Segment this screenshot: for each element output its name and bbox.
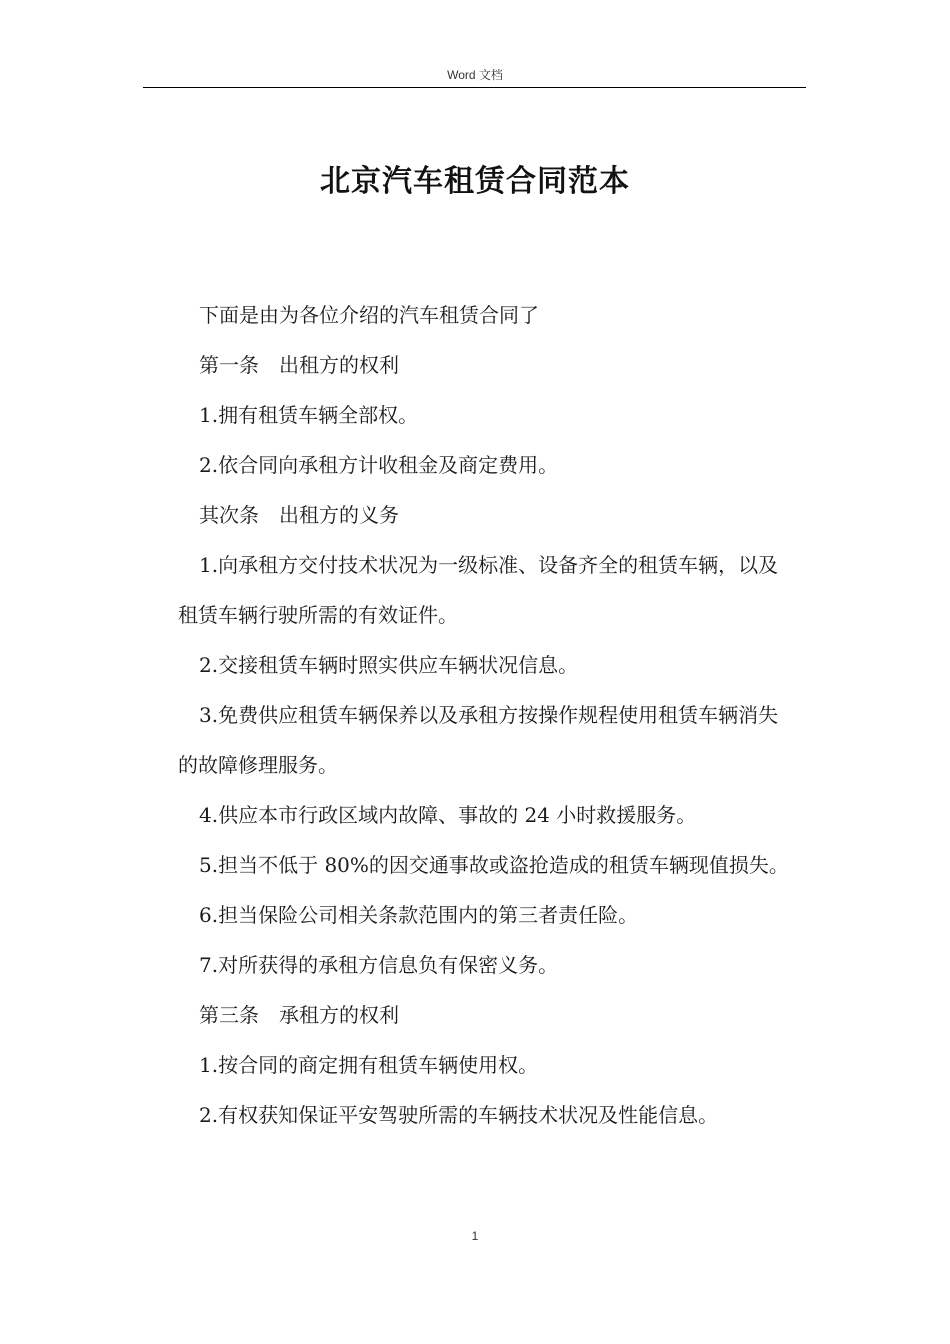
header-divider [143, 87, 806, 88]
article-1-item-2: 2.依合同向承租方计收租金及商定费用。 [199, 453, 559, 477]
article-3-item-2: 2.有权获知保证平安驾驶所需的车辆技术状况及性能信息。 [199, 1103, 719, 1127]
page-number: 1 [471, 1229, 479, 1243]
intro-paragraph: 下面是由为各位介绍的汽车租赁合同了 [199, 303, 539, 327]
article-2-item-5: 5.担当不低于 80%的因交通事故或盗抢造成的租赁车辆现值损失。 [199, 853, 789, 877]
article-3-heading: 第三条 承租方的权利 [199, 1003, 399, 1027]
article-2-item-4: 4.供应本市行政区域内故障、事故的 24 小时救援服务。 [199, 803, 697, 827]
article-2-item-2: 2.交接租赁车辆时照实供应车辆状况信息。 [199, 653, 579, 677]
document-title: 北京汽车租赁合同范本 [320, 164, 630, 199]
article-3-item-1: 1.按合同的商定拥有租赁车辆使用权。 [199, 1053, 539, 1077]
document-body [178, 290, 798, 1140]
article-2-item-3: 3.免费供应租赁车辆保养以及承租方按操作规程使用租赁车辆消失的故障修理服务。 [178, 703, 779, 777]
article-2-item-7: 7.对所获得的承租方信息负有保密义务。 [199, 953, 559, 977]
article-2-heading: 其次条 出租方的义务 [199, 503, 399, 527]
article-2-item-1: 1.向承租方交付技术状况为一级标准、设备齐全的租赁车辆，以及租赁车辆行驶所需的有效证件。 [178, 553, 779, 627]
article-2-item-6: 6.担当保险公司相关条款范围内的第三者责任险。 [199, 903, 639, 927]
article-1-heading: 第一条 出租方的权利 [199, 353, 399, 377]
page-header: Word 文档 [447, 68, 503, 82]
article-1-item-1: 1.拥有租赁车辆全部权。 [199, 403, 419, 427]
